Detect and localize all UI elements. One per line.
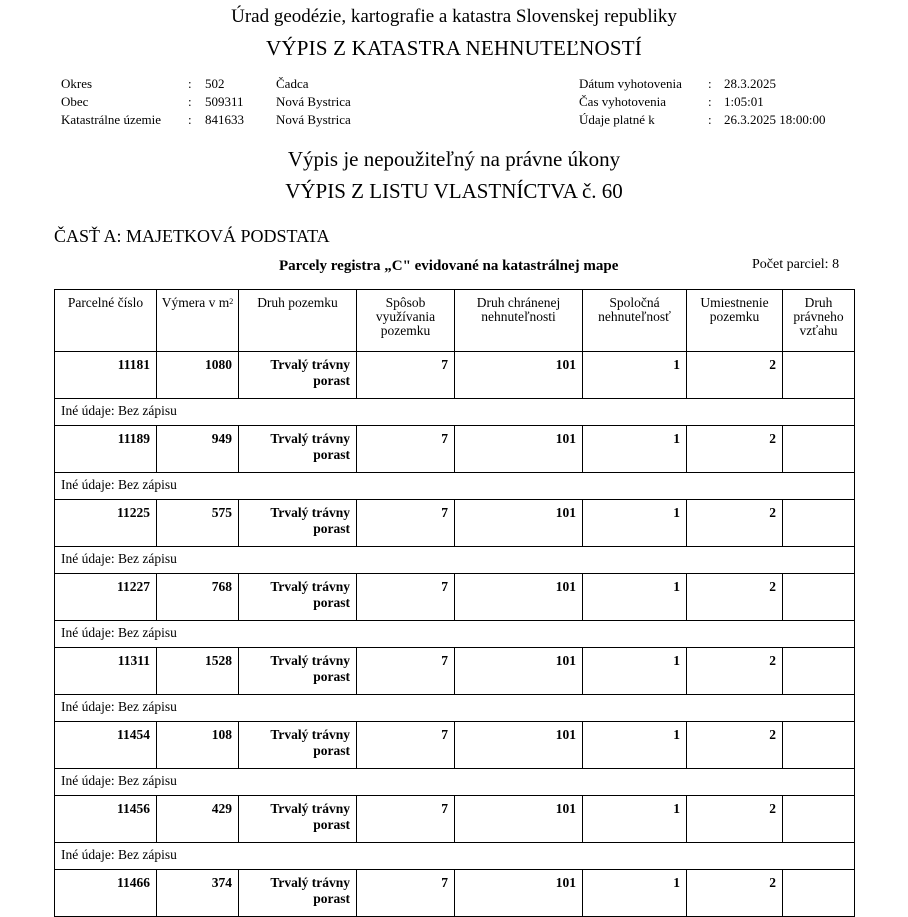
cell-protected: 101: [455, 426, 583, 473]
cell-common: 1: [583, 352, 687, 399]
cell-area: 575: [157, 500, 239, 547]
cell-usage: 7: [357, 796, 455, 843]
cell-common: 1: [583, 574, 687, 621]
cell-location: 2: [687, 870, 783, 917]
col-header-area: [157, 290, 239, 352]
cell-land-type: Trvalý trávny porast: [239, 722, 357, 769]
cell-legal: [783, 426, 855, 473]
lv-title: VÝPIS Z LISTU VLASTNÍCTVA č. 60: [285, 179, 623, 203]
cell-location: 2: [687, 352, 783, 399]
note-row: [55, 399, 855, 426]
note-row: [55, 843, 855, 870]
info-label-valid: Údaje platné k: [579, 112, 655, 127]
superscript: 2: [229, 297, 234, 306]
cell-location: 2: [687, 426, 783, 473]
cell-protected: 101: [455, 352, 583, 399]
col-header-land-type: Druh pozemku: [239, 290, 357, 352]
cell-protected: 101: [455, 500, 583, 547]
info-name-okres: Čadca: [276, 76, 309, 91]
parcels-table: [54, 289, 855, 917]
cell-area: 768: [157, 574, 239, 621]
cell-land-type: Trvalý trávny porast: [239, 426, 357, 473]
info-code-ku: 841633: [205, 112, 244, 127]
cell-common: 1: [583, 500, 687, 547]
cell-land-type: Trvalý trávny porast: [239, 870, 357, 917]
cell-legal: [783, 796, 855, 843]
info-sep: :: [188, 94, 192, 109]
info-sep: :: [708, 94, 712, 109]
cell-parcel: 11456: [55, 796, 157, 843]
cell-land-type: Trvalý trávny porast: [239, 648, 357, 695]
info-value-valid: 26.3.2025 18:00:00: [724, 112, 826, 127]
table-row: [55, 796, 855, 843]
cell-usage: 7: [357, 722, 455, 769]
document-title: VÝPIS Z KATASTRA NEHNUTEĽNOSTÍ: [266, 36, 642, 60]
cell-land-type: Trvalý trávny porast: [239, 352, 357, 399]
cell-parcel: 11225: [55, 500, 157, 547]
table-row: [55, 574, 855, 621]
cell-legal: [783, 500, 855, 547]
cell-area: 108: [157, 722, 239, 769]
cell-land-type: Trvalý trávny porast: [239, 574, 357, 621]
table-row: [55, 648, 855, 695]
col-header-location: Umiestnenie pozemku: [687, 290, 783, 352]
cell-usage: 7: [357, 574, 455, 621]
cell-common: 1: [583, 426, 687, 473]
table-row: [55, 722, 855, 769]
cell-protected: 101: [455, 796, 583, 843]
table-row: [55, 500, 855, 547]
cell-note: Iné údaje: Bez zápisu: [55, 473, 855, 500]
cell-note: Iné údaje: Bez zápisu: [55, 399, 855, 426]
note-row: [55, 473, 855, 500]
cell-location: 2: [687, 648, 783, 695]
cell-parcel: 11189: [55, 426, 157, 473]
cell-protected: 101: [455, 722, 583, 769]
cell-common: 1: [583, 648, 687, 695]
cell-area: 949: [157, 426, 239, 473]
table-header-row: [55, 290, 855, 352]
cell-common: 1: [583, 722, 687, 769]
cell-legal: [783, 574, 855, 621]
info-name-ku: Nová Bystrica: [276, 112, 351, 127]
cell-note: Iné údaje: Bez zápisu: [55, 695, 855, 722]
cell-common: 1: [583, 870, 687, 917]
col-header-area-label: Výmera v m: [161, 295, 230, 310]
cell-usage: 7: [357, 426, 455, 473]
cell-usage: 7: [357, 648, 455, 695]
cell-note: Iné údaje: Bez zápisu: [55, 547, 855, 574]
legal-notice: Výpis je nepoužiteľný na právne úkony: [287, 147, 621, 171]
cell-common: 1: [583, 796, 687, 843]
cell-protected: 101: [455, 870, 583, 917]
cell-location: 2: [687, 796, 783, 843]
info-value-date: 28.3.2025: [724, 76, 776, 91]
cell-usage: 7: [357, 352, 455, 399]
info-sep: :: [708, 76, 712, 91]
office-name: Úrad geodézie, kartografie a katastra Slovenskej republiky: [231, 6, 677, 27]
cell-location: 2: [687, 500, 783, 547]
cell-protected: 101: [455, 574, 583, 621]
info-name-obec: Nová Bystrica: [276, 94, 351, 109]
info-sep: :: [188, 112, 192, 127]
cell-area: 1528: [157, 648, 239, 695]
info-value-time: 1:05:01: [724, 94, 764, 109]
col-header-parcel: Parcelné číslo: [55, 290, 157, 352]
cell-area: 374: [157, 870, 239, 917]
cell-usage: 7: [357, 870, 455, 917]
info-label-okres: Okres: [61, 76, 93, 91]
cell-land-type: Trvalý trávny porast: [239, 796, 357, 843]
cell-legal: [783, 870, 855, 917]
info-label-time: Čas vyhotovenia: [579, 94, 667, 109]
table-row: [55, 426, 855, 473]
cell-area: 1080: [157, 352, 239, 399]
section-heading-part-a: ČASŤ A: MAJETKOVÁ PODSTATA: [54, 226, 330, 246]
cell-legal: [783, 648, 855, 695]
cell-parcel: 11181: [55, 352, 157, 399]
cell-legal: [783, 352, 855, 399]
parcel-count: Počet parciel: 8: [752, 257, 840, 272]
col-header-common: Spoločná nehnuteľnosť: [583, 290, 687, 352]
info-label-ku: Katastrálne územie: [61, 112, 161, 127]
parcels-caption: Parcely registra „C" evidované na katastrálnej mape: [279, 258, 619, 274]
info-code-okres: 502: [205, 76, 225, 91]
cell-protected: 101: [455, 648, 583, 695]
info-code-obec: 509311: [205, 94, 244, 109]
cell-land-type: Trvalý trávny porast: [239, 500, 357, 547]
info-label-obec: Obec: [61, 94, 89, 109]
cell-location: 2: [687, 574, 783, 621]
info-sep: :: [708, 112, 712, 127]
note-row: [55, 547, 855, 574]
note-row: [55, 769, 855, 796]
col-header-protected: Druh chránenej nehnuteľnosti: [455, 290, 583, 352]
table-row: [55, 870, 855, 917]
cell-parcel: 11466: [55, 870, 157, 917]
cell-usage: 7: [357, 500, 455, 547]
info-sep: :: [188, 76, 192, 91]
table-row: [55, 352, 855, 399]
cell-location: 2: [687, 722, 783, 769]
cell-parcel: 11454: [55, 722, 157, 769]
cell-parcel: 11311: [55, 648, 157, 695]
col-header-legal: Druh právneho vzťahu: [783, 290, 855, 352]
cell-note: Iné údaje: Bez zápisu: [55, 843, 855, 870]
cell-area: 429: [157, 796, 239, 843]
cell-note: Iné údaje: Bez zápisu: [55, 621, 855, 648]
note-row: [55, 695, 855, 722]
col-header-usage: Spôsob využívania pozemku: [357, 290, 455, 352]
info-label-date: Dátum vyhotovenia: [579, 76, 682, 91]
cell-legal: [783, 722, 855, 769]
cell-parcel: 11227: [55, 574, 157, 621]
cell-note: Iné údaje: Bez zápisu: [55, 769, 855, 796]
note-row: [55, 621, 855, 648]
